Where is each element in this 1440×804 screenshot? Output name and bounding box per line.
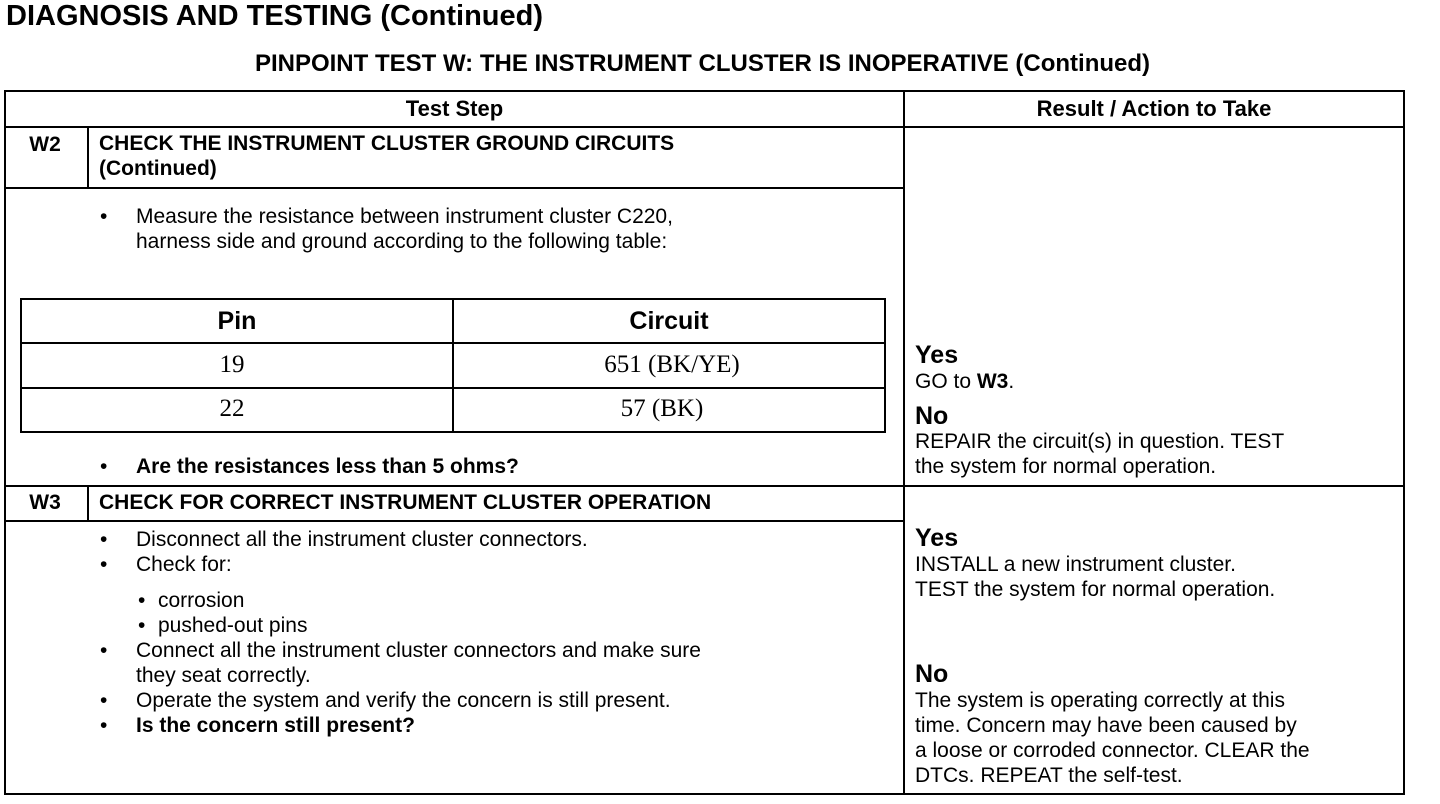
- w3-no-line2: time. Concern may have been caused by: [915, 714, 1297, 737]
- table-bottom-border: [4, 793, 1405, 795]
- w3-title-border: [4, 520, 904, 522]
- w2-instruction-line2: harness side and ground according to the following table:: [136, 230, 668, 253]
- table-top-border: [4, 90, 1405, 92]
- circuit-cell: 57 (BK): [620, 395, 704, 422]
- w3-check-item: pushed-out pins: [158, 614, 308, 637]
- pinpoint-test-title: PINPOINT TEST W: THE INSTRUMENT CLUSTER IS INOPERATIVE (Continued): [254, 50, 1151, 77]
- w3-step1: Disconnect all the instrument cluster connectors.: [136, 528, 588, 551]
- circuit-header: Circuit: [629, 307, 709, 335]
- w3-step3-line1: Connect all the instrument cluster connectors and make sure: [136, 639, 701, 662]
- circuit-cell: 651 (BK/YE): [604, 351, 740, 378]
- w3-no-action: [915, 688, 1310, 788]
- w2-goto-w3: W3: [976, 370, 1009, 393]
- w3-step3-line2: they seat correctly.: [136, 664, 311, 687]
- w2-question: Are the resistances less than 5 ohms?: [136, 455, 519, 478]
- w2-yes-period: .: [1008, 370, 1015, 393]
- w3-yes-label: Yes: [915, 524, 959, 552]
- step-id-w3: W3: [29, 491, 61, 514]
- w3-yes-line1: INSTALL a new instrument cluster.: [915, 553, 1236, 576]
- w2-yes-action: [915, 369, 1014, 394]
- w3-no-line3: a loose or corroded connector. CLEAR the: [915, 739, 1310, 762]
- table-left-border: [4, 90, 6, 795]
- w3-yes-line2: TEST the system for normal operation.: [915, 578, 1276, 601]
- w2-instruction: [136, 204, 673, 254]
- bullet-icon: •: [100, 528, 108, 551]
- pin-cell: 22: [219, 395, 245, 422]
- step-title-w2: [99, 131, 674, 181]
- sub-bullet-icon: •: [138, 614, 146, 637]
- w3-step2: Check for:: [136, 553, 232, 576]
- w3-step3: [136, 638, 701, 688]
- column-divider: [903, 90, 905, 795]
- w3-no-label: No: [915, 660, 949, 688]
- column-header-result: Result / Action to Take: [1036, 96, 1272, 121]
- sub-bullet-icon: •: [138, 589, 146, 612]
- pin-header: Pin: [217, 307, 257, 335]
- pin-cell: 19: [219, 351, 245, 378]
- w3-no-line1: The system is operating correctly at this: [915, 689, 1285, 712]
- header-bottom-border: [4, 126, 1405, 128]
- w2-title-border: [4, 187, 904, 189]
- page-title: DIAGNOSIS AND TESTING (Continued): [6, 0, 544, 32]
- w2-no-action: [915, 429, 1284, 479]
- w2-instruction-line1: Measure the resistance between instrument cluster C220,: [136, 205, 673, 228]
- bullet-icon: •: [100, 689, 108, 712]
- bullet-icon: •: [100, 714, 108, 737]
- w3-step4: Operate the system and verify the concern is still present.: [136, 689, 671, 712]
- step-title-w3: CHECK FOR CORRECT INSTRUMENT CLUSTER OPERATION: [99, 491, 712, 514]
- w3-no-line4: DTCs. REPEAT the self-test.: [915, 764, 1183, 787]
- w3-top-border: [4, 485, 1405, 487]
- step-title-w2-line1: CHECK THE INSTRUMENT CLUSTER GROUND CIRCUITS: [99, 132, 675, 155]
- step-title-w2-line2: (Continued): [99, 157, 217, 180]
- column-header-test-step: Test Step: [405, 96, 504, 121]
- bullet-icon: •: [100, 639, 108, 662]
- w2-no-label: No: [915, 402, 949, 430]
- w2-yes-label: Yes: [915, 341, 959, 369]
- step-id-w2: W2: [29, 133, 61, 156]
- w2-yes-text: GO to: [915, 370, 977, 393]
- w3-question: Is the concern still present?: [136, 714, 415, 737]
- bullet-icon: •: [100, 553, 108, 576]
- bullet-icon: •: [100, 205, 108, 228]
- table-right-border: [1403, 90, 1405, 795]
- w2-no-line1: REPAIR the circuit(s) in question. TEST: [915, 430, 1285, 453]
- w3-yes-action: [915, 552, 1275, 602]
- w3-check-item: corrosion: [158, 589, 245, 612]
- w2-no-line2: the system for normal operation.: [915, 455, 1217, 478]
- bullet-icon: •: [100, 455, 108, 478]
